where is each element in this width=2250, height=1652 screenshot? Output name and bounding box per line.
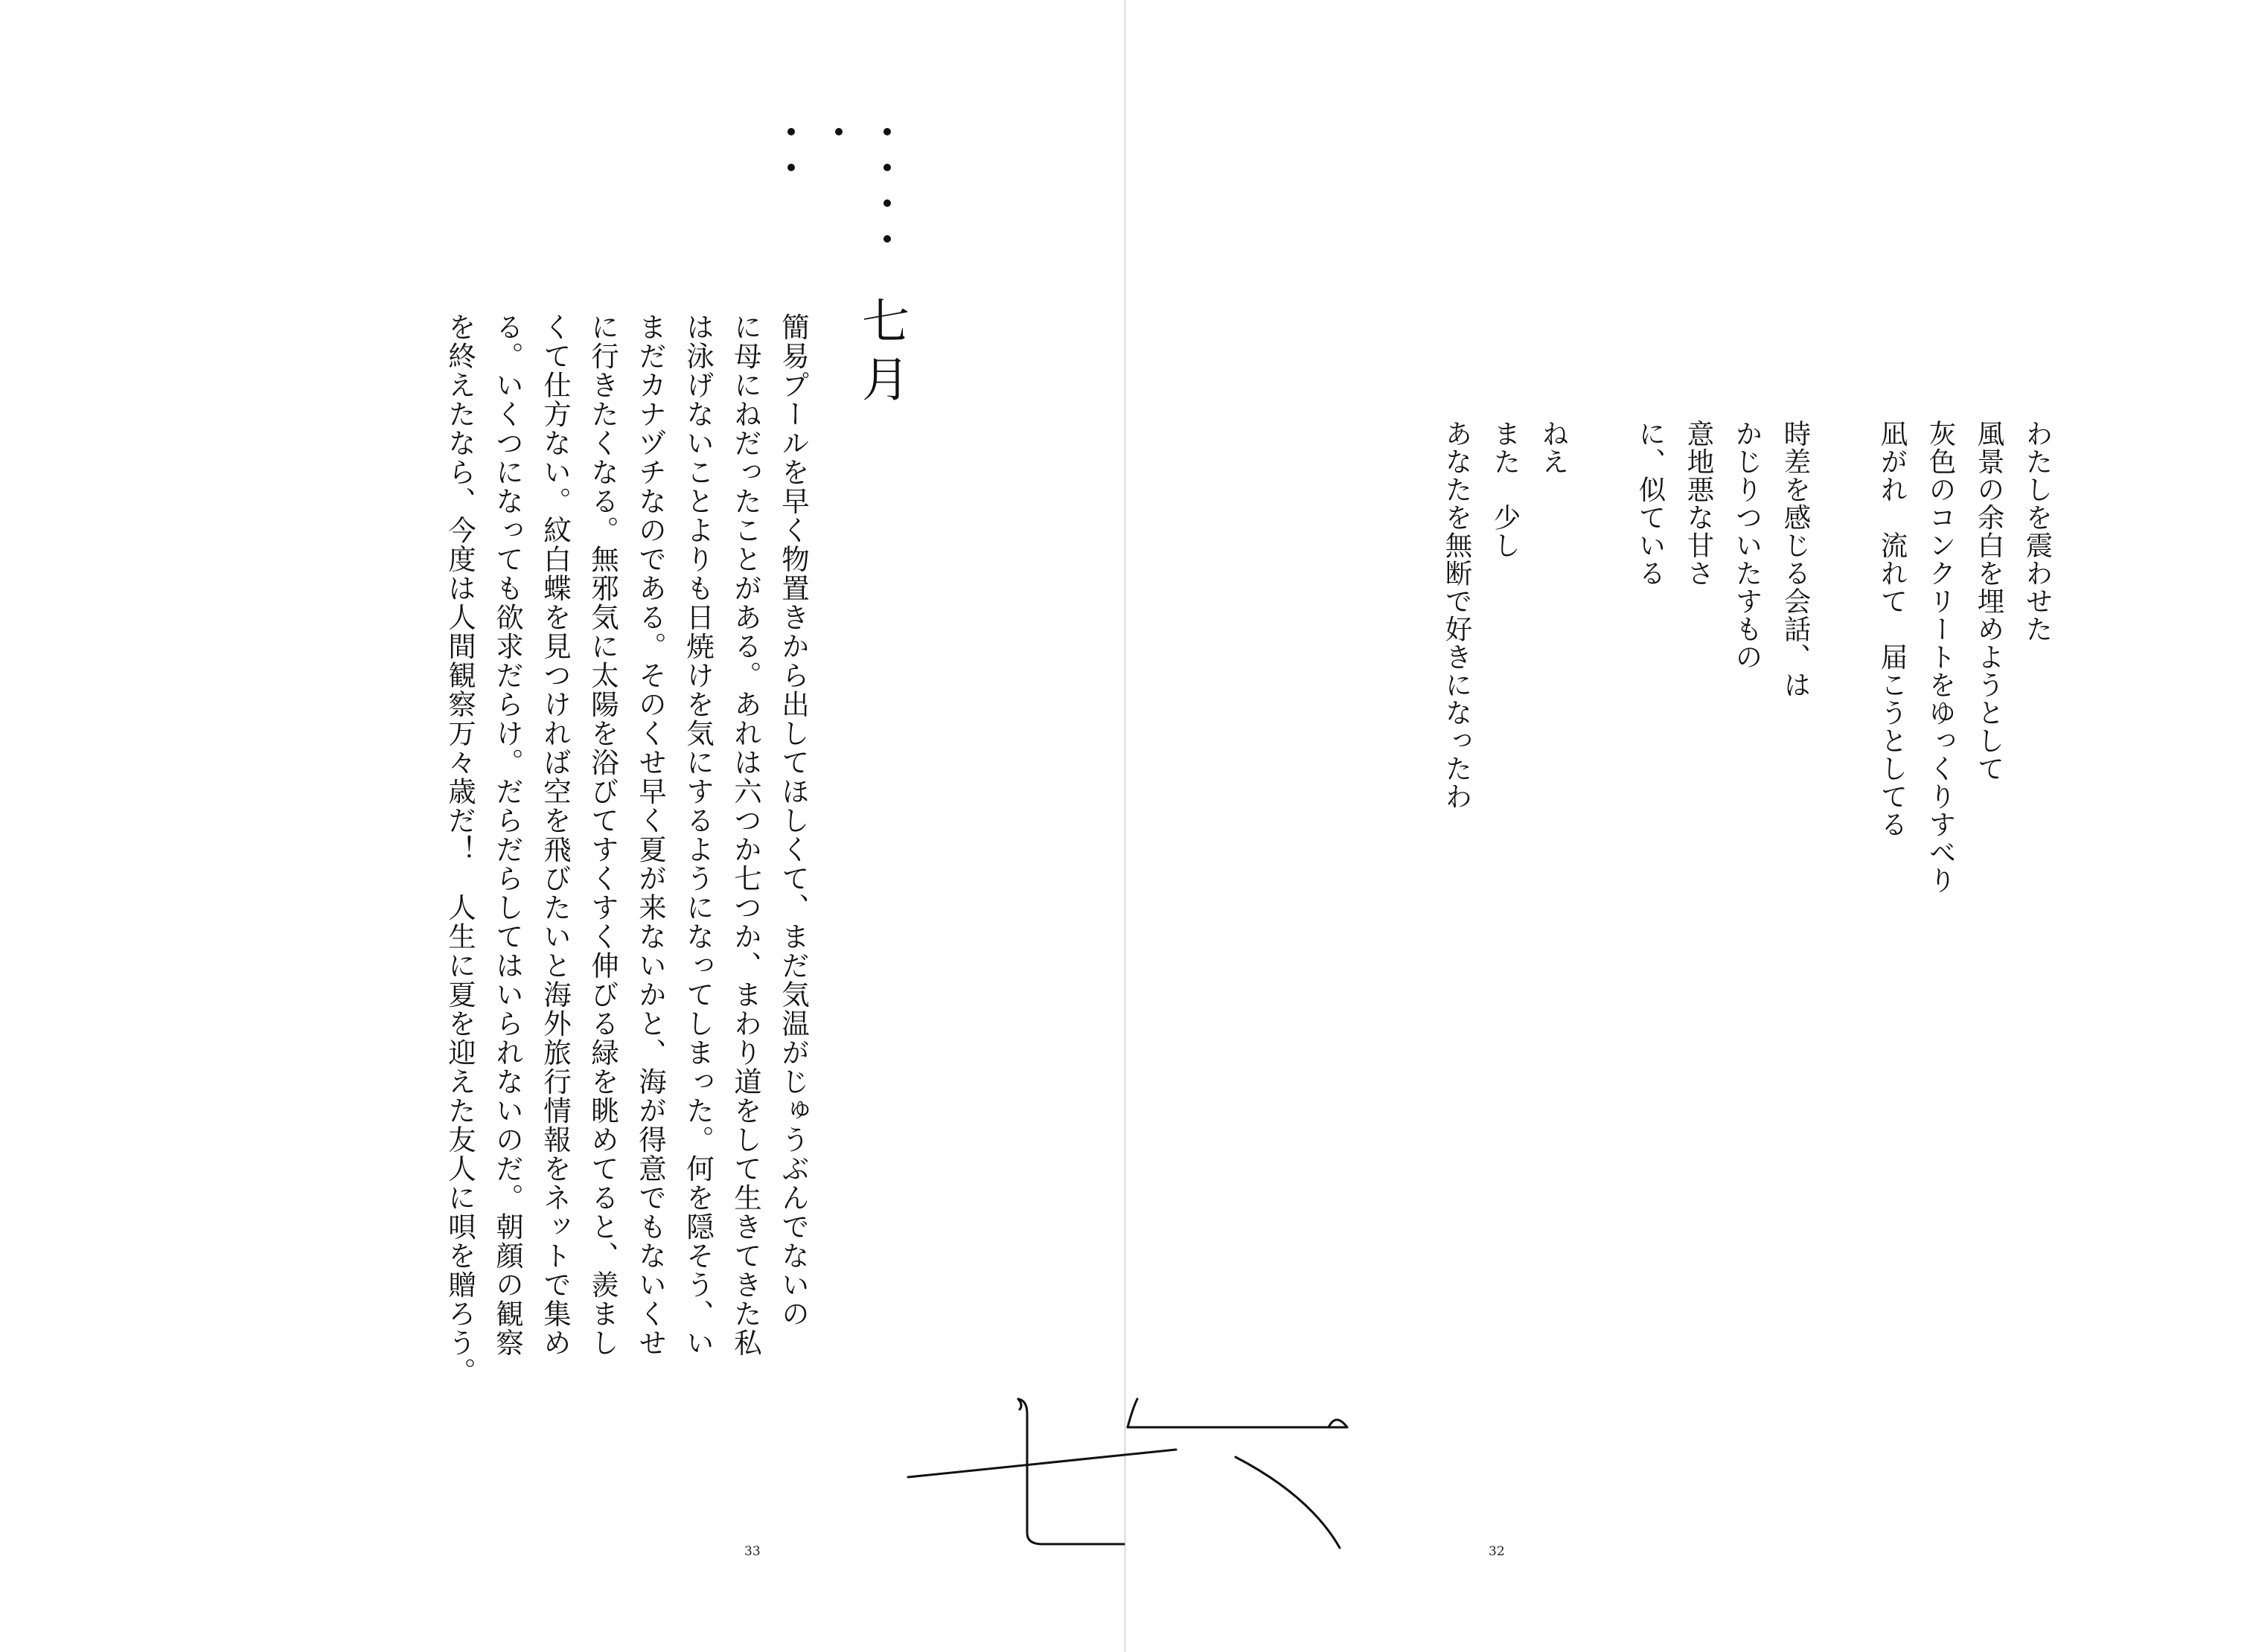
prose-line: 簡易プールを早く物置きから出してほしくて、まだ気温がじゅうぶんでないの bbox=[777, 313, 810, 1328]
poem-line: あなたを無断で好きになったわ bbox=[1441, 420, 1473, 810]
stanza-gap bbox=[1578, 420, 1626, 447]
prose-line: る。いくつになっても欲求だらけ。だらだらしてはいられないのだ。朝顔の観察 bbox=[491, 313, 524, 1357]
stanza-gap bbox=[1820, 420, 1868, 447]
prose-line: に行きたくなる。無邪気に太陽を浴びてすくすく伸びる緑を眺めてると、羨まし bbox=[587, 313, 619, 1357]
poem-line: 灰色のコンクリートをゆっくりすべり bbox=[1925, 420, 1957, 894]
poem-line: 意地悪な甘さ bbox=[1683, 420, 1715, 587]
poem-line: 時差を感じる会話、は bbox=[1780, 420, 1812, 699]
prose-line: は泳げないことよりも日焼けを気にするようになってしまった。何を隠そう、い bbox=[682, 313, 715, 1357]
poem-line: かじりついたすもの bbox=[1731, 420, 1763, 671]
seven-kanji-outline-icon bbox=[893, 1384, 1370, 1563]
chapter-title: 七月 bbox=[854, 296, 909, 412]
prose-block bbox=[436, 313, 817, 1386]
poem-line: 凪がれ 流れて 届こうとしてる bbox=[1876, 420, 1908, 839]
poem-line: また 少し bbox=[1489, 420, 1521, 560]
poem bbox=[1433, 420, 2062, 894]
prose-line: を終えたなら、今度は人間観察万々歳だ！ 人生に夏を迎えた友人に唄を贈ろう。 bbox=[444, 313, 476, 1386]
prose-line: まだカナヅチなのである。そのくせ早く夏が来ないかと、海が得意でもないくせ bbox=[634, 313, 667, 1357]
poem-line: わたしを震わせた bbox=[2022, 420, 2054, 643]
poem-line: 風景の余白を埋めようとして bbox=[1973, 420, 2005, 783]
page-number-left: 33 bbox=[744, 1544, 761, 1559]
prose-line: くて仕方ない。紋白蝶を見つければ空を飛びたいと海外旅行情報をネットで集め bbox=[539, 313, 572, 1357]
prose-line: に母にねだったことがある。あれは六つか七つか、まわり道をして生きてきた私 bbox=[729, 313, 762, 1357]
poem-line: に、似ている bbox=[1634, 420, 1666, 587]
poem-line: ねえ bbox=[1538, 420, 1570, 476]
page-number-right: 32 bbox=[1489, 1544, 1505, 1559]
